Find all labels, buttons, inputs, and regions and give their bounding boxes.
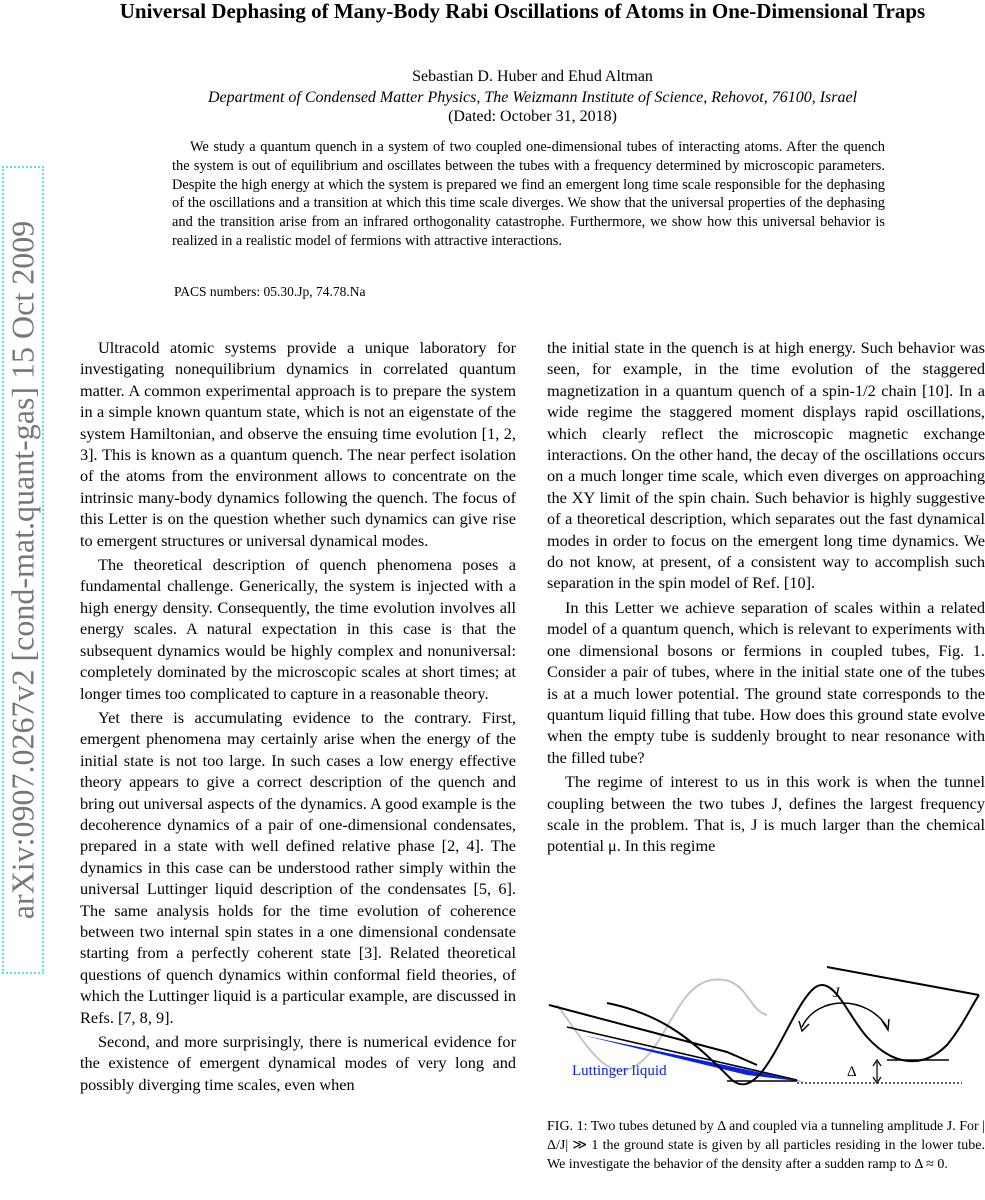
j-label: J	[833, 985, 840, 1001]
paragraph: In this Letter we achieve separation of scales within a related model of a quantum quench, which is relevant to experiments with one dimensional bosons or fermions in coupled tubes, Fig. 1. Consider a pair of tubes, where in the initial state one of the tubes is at a much lower potential. The ground state corresponds to the quantum liquid filling that tube. How does this ground state evolve when the empty tube is suddenly brought to near resonance with the filled tube?	[547, 597, 985, 767]
paragraph: The regime of interest to us in this work is when the tunnel coupling between the two tubes J, defines the largest frequency scale in the problem. That is, J is much larger than the chemical potential μ. In this regime	[547, 772, 985, 856]
arxiv-sidebar	[2, 166, 44, 974]
right-column	[547, 337, 985, 857]
paragraph: Yet there is accumulating evidence to the contrary. First, emergent phenomena may certainly arise when the energy of the initial state is not too large. In such cases a low energy effective theory appears to give a correct description of the quench and bring out universal aspects of the dynamics. A good example is the decoherence dynamics of a pair of one-dimensional condensates, prepared in a state with well defined relative phase [2, 4]. The dynamics in this case can be understood rather simply within the universal Luttinger liquid description of the condensates [5, 6]. The same analysis holds for the time evolution of coherence between two internal spin states in a one dimensional condensate starting from a perfectly coherent state [3]. Related theoretical questions of quench dynamics within conformal field theories, of which the Luttinger liquid is a particular example, are discussed in Refs. [7, 8, 9].	[80, 707, 516, 1027]
luttinger-liquid-label: Luttinger liquid	[572, 1063, 667, 1079]
abstract: We study a quantum quench in a system of two coupled one-dimensional tubes of interacting atoms. After the quench the system is out of equilibrium and oscillates between the tubes with a frequency determined by microscopic parameters. Despite the high energy at which the system is prepared we find an emergent long time scale responsible for the dephasing of the oscillations and a transition at which this time scale diverges. We show that the universal properties of the dephasing and the transition arise from an infrared orthogonality catastrophe. Furthermore, we show how this universal behavior is realized in a realistic model of fermions with attractive interactions.	[172, 139, 885, 249]
paragraph: The theoretical description of quench phenomena poses a fundamental challenge. Generically, the system is injected with a high energy density. Consequently, the time evolution involves all energy scales. A natural expectation in this case is that the subsequent dynamics would be highly complex and nonuniversal: completely dominated by the microscopic scales at short times; at longer times too complicated to capture in a reasonable theory.	[80, 555, 516, 703]
figure-caption: FIG. 1: Two tubes detuned by Δ and coupled via a tunneling amplitude J. For |Δ/J| ≫ 1 the ground state is given by all particles residing in the lower tube. We investigate the behavior of the density after a sudden ramp to Δ ≈ 0.	[547, 1119, 985, 1173]
delta-arrow	[873, 1060, 881, 1083]
paragraph: Second, and more surprisingly, there is numerical evidence for the existence of emergent dynamical modes of very long and possibly diverging time scales, even when	[80, 1032, 516, 1094]
pacs-numbers: PACS numbers: 05.30.Jp, 74.78.Na	[174, 284, 366, 299]
left-column	[80, 337, 516, 1095]
authors: Sebastian D. Huber and Ehud Altman	[412, 68, 653, 85]
paragraph: Ultracold atomic systems provide a unique laboratory for investigating nonequilibrium dynamics in correlated quantum matter. A common experimental approach is to prepare the system in a simple known quantum state, which is not an eigenstate of the system Hamiltonian, and observe the ensuing time evolution [1, 2, 3]. This is known as a quantum quench. The near perfect isolation of the atoms from the environment allows to concentrate on the intrinsic many-body dynamics following the quench. The focus of this Letter is on the question whether such dynamics can give rise to emergent structures or universal dynamical modes.	[80, 338, 516, 550]
lower-tube-outline	[549, 1005, 757, 1065]
delta-label: Δ	[847, 1064, 857, 1080]
figure-1-diagram	[547, 955, 985, 1095]
paragraph: the initial state in the quench is at high energy. Such behavior was seen, for example, in the time evolution of the staggered magnetization in a quantum quench of a spin-1/2 chain [10]. In a wide regime the staggered moment displays rapid oscillations, which clearly reflect the microscopic magnetic exchange interactions. On the other hand, the decay of the oscillations occurs on a much longer time scale, which even diverges on approaching the XY limit of the spin chain. Such behavior is highly suggestive of a theoretical description, which separates out the fast dynamical modes in order to focus on the emergent long time dynamics. We do not know, at present, of a consistent way to accomplish such separation in the spin model of Ref. [10].	[547, 338, 985, 593]
date-line: (Dated: October 31, 2018)	[448, 108, 617, 125]
affiliation: Department of Condensed Matter Physics, The Weizmann Institute of Science, Rehovot, 76100, Israel	[207, 89, 858, 106]
tube-back-edge	[827, 967, 979, 995]
paper-title: Universal Dephasing of Many-Body Rabi Oscillations of Atoms in One-Dimensional Traps	[119, 0, 926, 23]
arxiv-identifier: arXiv:0907.0267v2 [cond-mat.quant-gas] 15 Oct 2009	[4, 220, 41, 920]
